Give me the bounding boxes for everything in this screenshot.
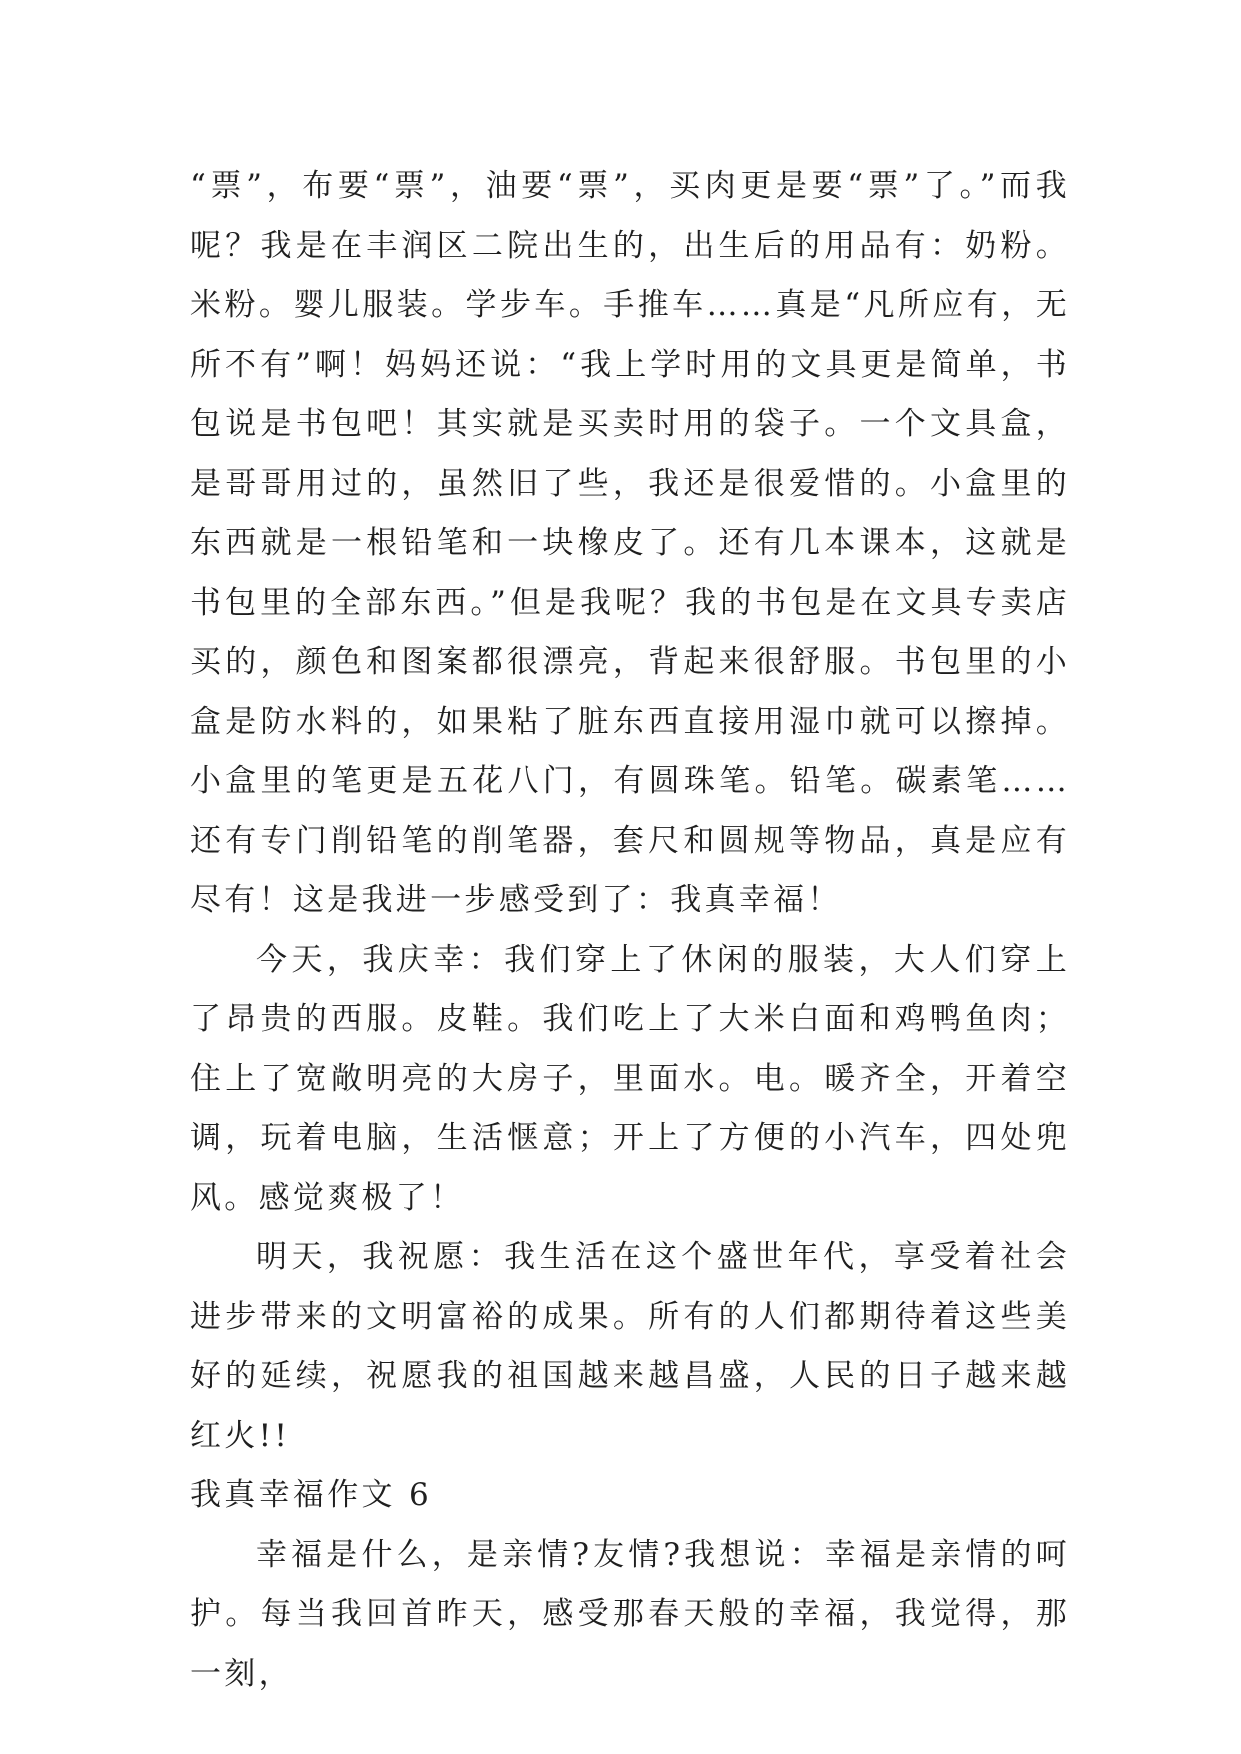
paragraph-happiness: 幸福是什么，是亲情?友情?我想说：幸福是亲情的呵护。每当我回首昨天，感受那春天般的幸福，我觉得，那一刻， xyxy=(190,1536,1070,1692)
essay-title: 我真幸福作文 6 xyxy=(190,1477,432,1513)
document-body xyxy=(190,157,1070,1704)
paragraph-tomorrow: 明天，我祝愿：我生活在这个盛世年代，享受着社会进步带来的文明富裕的成果。所有的人们都期待着这些美好的延续，祝愿我的祖国越来越昌盛，人民的日子越来越红火!! xyxy=(190,1239,1070,1454)
paragraph-continuation: “票”，布要“票”，油要“票”，买肉更是要“票”了。”而我呢？我是在丰润区二院出生的，出生后的用品有：奶粉。米粉。婴儿服装。学步车。手推车……真是“凡所应有，无所不有”啊！妈妈还说：“我上学时用的文具更是简单，书包说是书包吧！其实就是买卖时用的袋子。一个文具盒，是哥哥用过的，虽然旧了些，我还是很爱惜的。小盒里的东西就是一根铅笔和一块橡皮了。还有几本课本，这就是书包里的全部东西。”但是我呢？我的书包是在文具专卖店买的，颜色和图案都很漂亮，背起来很舒服。书包里的小盒是防水料的，如果粘了脏东西直接用湿巾就可以擦掉。小盒里的笔更是五花八门，有圆珠笔。铅笔。碳素笔……还有专门削铅笔的削笔器，套尺和圆规等物品，真是应有尽有！这是我进一步感受到了：我真幸福！ xyxy=(190,168,1070,918)
paragraph-today: 今天，我庆幸：我们穿上了休闲的服装，大人们穿上了昂贵的西服。皮鞋。我们吃上了大米白面和鸡鸭鱼肉；住上了宽敞明亮的大房子，里面水。电。暖齐全，开着空调，玩着电脑，生活惬意；开上了方便的小汽车，四处兜风。感觉爽极了！ xyxy=(190,941,1070,1216)
